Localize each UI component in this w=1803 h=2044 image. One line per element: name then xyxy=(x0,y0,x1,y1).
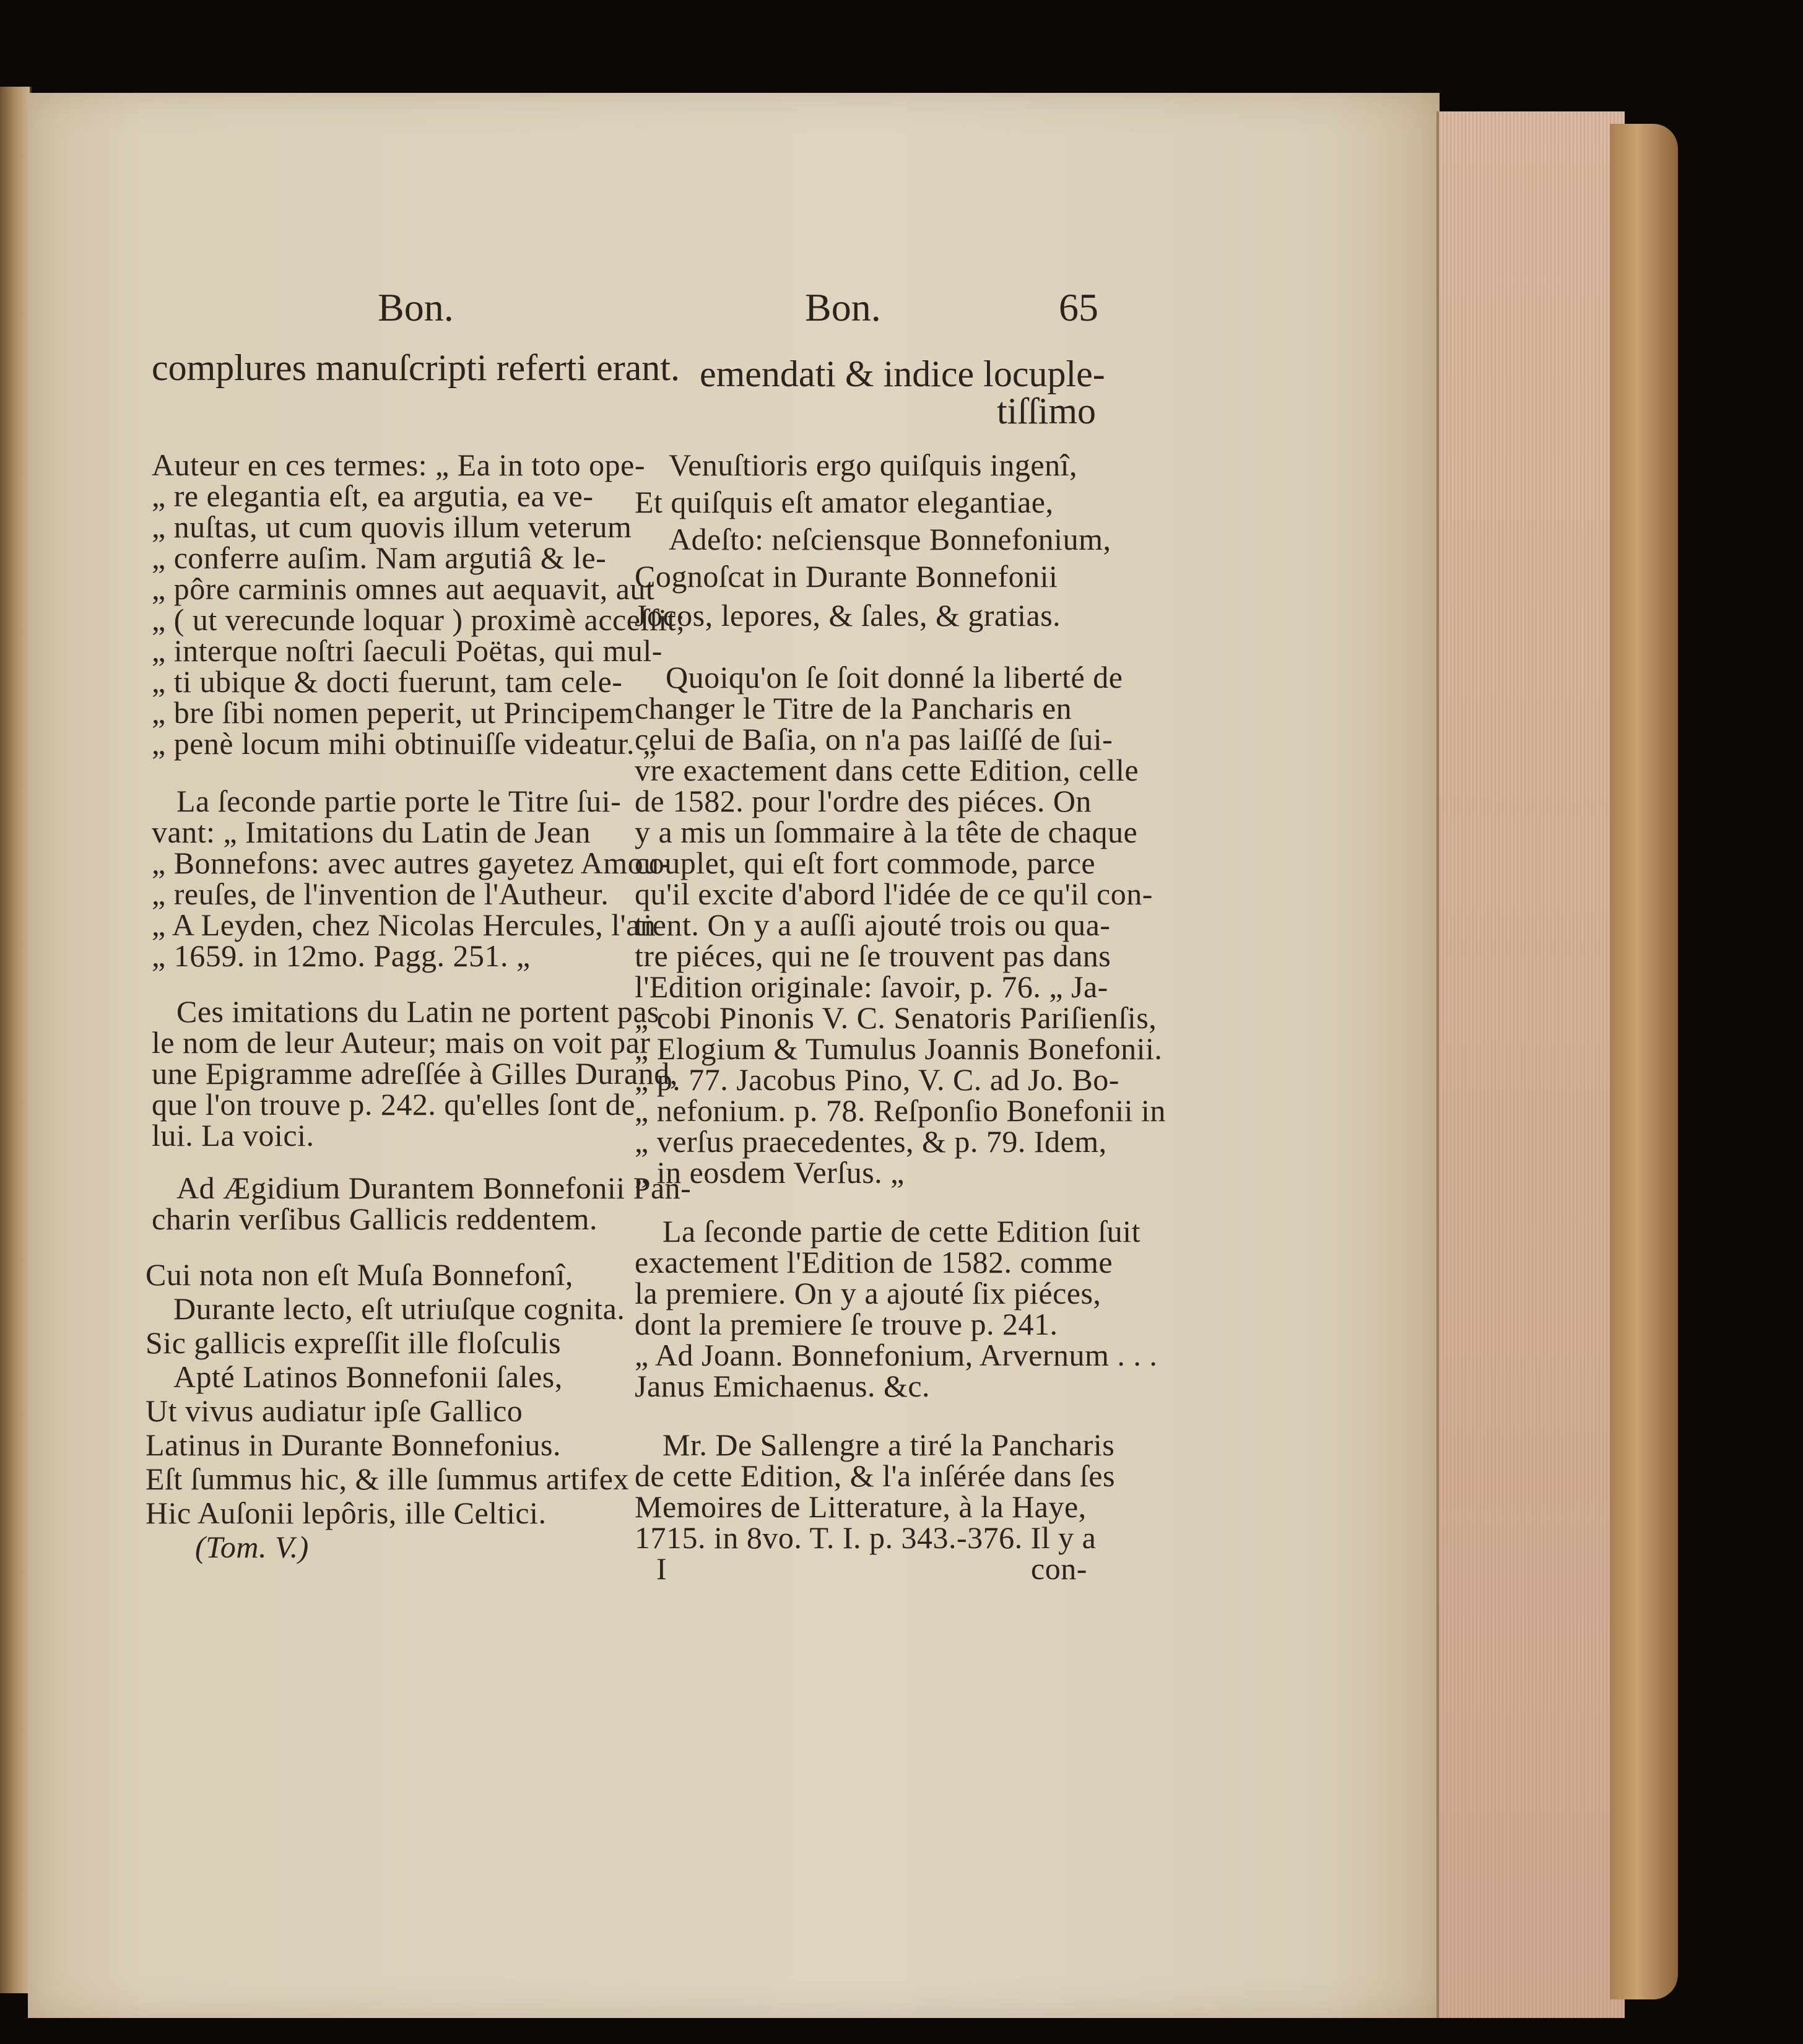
text-line: „ bre ſibi nomen peperit, ut Principem xyxy=(152,695,634,730)
text-line: couplet, qui eſt fort commode, parce xyxy=(635,846,1096,880)
text-line: Ad Ægidium Durantem Bonnefonii Pan- xyxy=(176,1171,692,1205)
poem-line: Hic Auſonii lepôris, ille Celtici. xyxy=(146,1496,547,1530)
poem-line: Eſt ſummus hic, & ille ſummus artifex xyxy=(146,1462,629,1496)
text-line: vre exactement dans cette Edition, celle xyxy=(635,753,1139,787)
text-line: „ cobi Pinonis V. C. Senatoris Pariſienſis, xyxy=(635,1000,1157,1035)
text-line: Ces imitations du Latin ne portent pas xyxy=(176,994,659,1029)
text-line: „ reuſes, de l'invention de l'Autheur. xyxy=(152,877,609,911)
text-line: Memoires de Litterature, à la Haye, xyxy=(635,1489,1087,1524)
text-line: „ re elegantia eſt, ea argutia, ea ve- xyxy=(152,479,594,513)
page-number: 65 xyxy=(1059,285,1098,329)
left-running-head: Bon. xyxy=(378,285,454,329)
poem-line: Durante lecto, eſt utriuſque cognita. xyxy=(173,1291,625,1326)
text-line: „ nefonium. p. 78. Reſponſio Bonefonii in xyxy=(635,1093,1166,1128)
poem-line: Latinus in Durante Bonnefonius. xyxy=(146,1427,561,1462)
text-line: de 1582. pour l'ordre des piéces. On xyxy=(635,784,1092,818)
top-line-right: emendati & indice locuple- xyxy=(700,353,1105,394)
text-line: Janus Emichaenus. &c. xyxy=(635,1369,931,1403)
text-line: „ p. 77. Jacobus Pino, V. C. ad Jo. Bo- xyxy=(635,1062,1119,1097)
text-line: „ Bonnefons: avec autres gayetez Amou- xyxy=(152,846,670,880)
text-line: le nom de leur Auteur; mais on voit par xyxy=(152,1025,651,1060)
volume-signature: (Tom. V.) xyxy=(195,1530,309,1564)
catchword: con- xyxy=(1031,1551,1087,1586)
poem-line: Cui nota non eſt Muſa Bonnefonî, xyxy=(146,1257,573,1292)
text-line: „ interque noſtri ſaeculi Poëtas, qui mul- xyxy=(152,633,663,668)
text-line: vant: „ Imitations du Latin de Jean xyxy=(152,815,591,849)
text-line: exactement l'Edition de 1582. comme xyxy=(635,1245,1113,1280)
text-line: qu'il excite d'abord l'idée de ce qu'il con- xyxy=(635,877,1153,911)
text-line: „ conferre auſim. Nam argutiâ & le- xyxy=(152,540,607,575)
text-line: lui. La voici. xyxy=(152,1118,315,1153)
poem-line: Cognoſcat in Durante Bonnefonii xyxy=(635,559,1058,594)
text-line: La ſeconde partie de cette Edition ſuit xyxy=(663,1214,1140,1249)
previous-page-edge xyxy=(0,87,32,1993)
text-line: la premiere. On y a ajouté ſix piéces, xyxy=(635,1276,1101,1310)
text-line: tient. On y a auſſi ajouté trois ou qua- xyxy=(635,907,1111,942)
text-line: de cette Edition, & l'a inſérée dans ſes xyxy=(635,1458,1115,1493)
book-cover-edge xyxy=(1610,124,1678,1999)
text-line: Auteur en ces termes: „ Ea in toto ope- xyxy=(152,448,645,482)
poem-line: Sic gallicis expreſſit ille floſculis xyxy=(146,1325,562,1360)
text-line: „ in eosdem Verſus. „ xyxy=(635,1155,905,1190)
text-line: „ penè locum mihi obtinuiſſe videatur. „ xyxy=(152,726,657,761)
poem-line: Ut vivus audiatur ipſe Gallico xyxy=(146,1393,523,1428)
text-line: 1715. in 8vo. T. I. p. 343.-376. Il y a xyxy=(635,1520,1097,1555)
text-line: une Epigramme adreſſée à Gilles Durand, xyxy=(152,1056,678,1091)
right-running-head: Bon. xyxy=(805,285,881,329)
text-line: La ſeconde partie porte le Titre ſui- xyxy=(176,784,622,818)
page-block-fore-edge xyxy=(1436,111,1625,2018)
text-line: y a mis un ſommaire à la tête de chaque xyxy=(635,815,1138,849)
signature-mark: I xyxy=(656,1551,667,1586)
text-line: dont la premiere ſe trouve p. 241. xyxy=(635,1307,1058,1341)
poem-line: Jocos, lepores, & ſales, & gratias. xyxy=(635,598,1061,633)
poem-line: Adeſto: neſciensque Bonnefonium, xyxy=(669,522,1111,556)
text-line: „ Elogium & Tumulus Joannis Bonefonii. xyxy=(635,1031,1163,1066)
poem-line: Et quiſquis eſt amator elegantiae, xyxy=(635,485,1054,519)
text-line: l'Edition originale: ſavoir, p. 76. „ Ja- xyxy=(635,969,1108,1004)
text-line: „ verſus praecedentes, & p. 79. Idem, xyxy=(635,1124,1107,1159)
text-line: Mr. De Sallengre a tiré la Pancharis xyxy=(663,1427,1115,1462)
text-line: „ pôre carminis omnes aut aequavit, aut xyxy=(152,571,655,606)
text-line: „ Ad Joann. Bonnefonium, Arvernum . . . xyxy=(635,1338,1158,1372)
poem-line: Venuſtioris ergo quiſquis ingenî, xyxy=(669,448,1077,482)
text-line: „ A Leyden, chez Nicolas Hercules, l'an xyxy=(152,907,656,942)
text-line: tre piéces, qui ne ſe trouvent pas dans xyxy=(635,938,1111,973)
text-line: „ ti ubique & docti fuerunt, tam cele- xyxy=(152,664,623,699)
text-line: „ ( ut verecunde loquar ) proximè acceſſit; xyxy=(152,602,685,637)
poem-line: Apté Latinos Bonnefonii ſales, xyxy=(173,1359,563,1394)
top-line-left: complures manuſcripti referti erant. xyxy=(152,347,680,388)
text-line: „ nuſtas, ut cum quovis illum veterum xyxy=(152,509,632,544)
text-line: changer le Titre de la Pancharis en xyxy=(635,691,1072,725)
text-line: celui de Baſia, on n'a pas laiſſé de ſui- xyxy=(635,722,1113,756)
text-line: que l'on trouve p. 242. qu'elles ſont de xyxy=(152,1087,635,1122)
text-line: „ 1659. in 12mo. Pagg. 251. „ xyxy=(152,938,531,973)
top-line-right-cont: tiſſimo xyxy=(997,391,1097,431)
text-line: charin verſibus Gallicis reddentem. xyxy=(152,1202,598,1236)
text-line: Quoiqu'on ſe ſoit donné la liberté de xyxy=(666,660,1123,695)
